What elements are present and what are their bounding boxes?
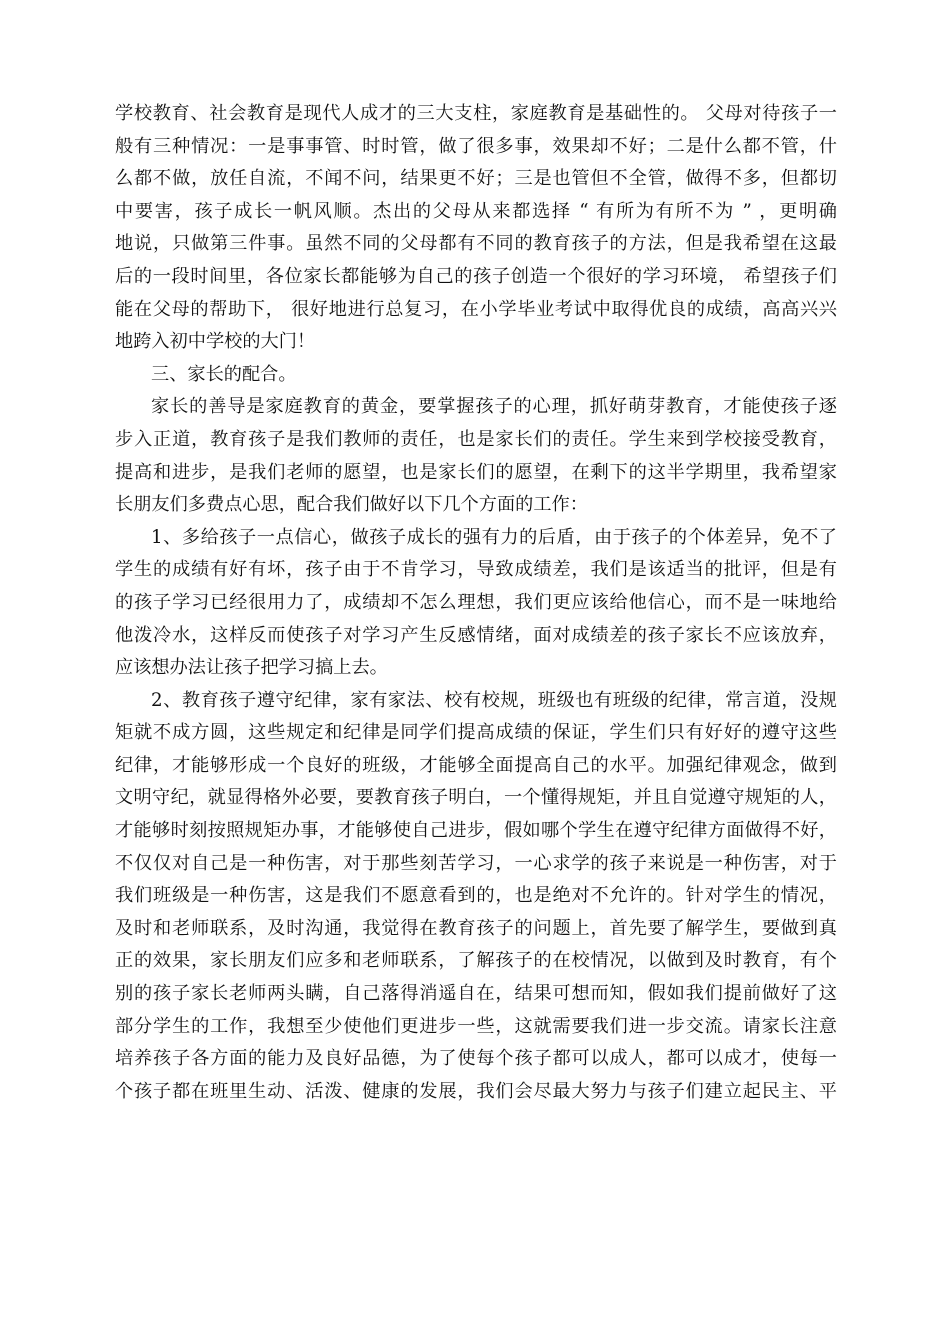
text-line: 的孩子学习已经很用力了，成绩却不怎么理想，我们更应该给他信心，而不是一味地给 [115, 591, 837, 613]
text-line: 文明守纪，就显得格外必要，要教育孩子明白，一个懂得规矩，并且自觉遵守规矩的人， [115, 787, 837, 809]
text-line: 三、家长的配合。 [151, 363, 297, 385]
text-line: 学校教育、社会教育是现代人成才的三大支柱，家庭教育是基础性的。 父母对待孩子一 [115, 103, 837, 124]
text-line: 提高和进步，是我们老师的愿望，也是家长们的愿望，在剩下的这半学期里，我希望家 [115, 461, 837, 483]
section-heading [115, 359, 837, 392]
text-line: 2、教育孩子遵守纪律，家有家法、校有校规，班级也有班级的纪律，常言道，没规 [151, 689, 837, 711]
text-line: 地跨入初中学校的大门！ [115, 331, 316, 353]
text-line: 1、多给孩子一点信心，做孩子成长的强有力的后盾，由于孩子的个体差异，免不了 [151, 526, 837, 548]
text-line: 个孩子都在班里生动、活泼、健康的发展，我们会尽最大努力与孩子们建立起民主、平 [115, 1080, 837, 1102]
text-line: 学生的成绩有好有坏，孩子由于不肯学习，导致成绩差，我们是该适当的批评，但是有 [115, 559, 837, 581]
text-line: 不仅仅对自己是一种伤害，对于那些刻苦学习，一心求学的孩子来说是一种伤害，对于 [115, 852, 837, 874]
text-line: 应该想办法让孩子把学习搞上去。 [115, 657, 388, 679]
text-line: 地说，只做第三件事。虽然不同的父母都有不同的教育孩子的方法，但是我希望在这最 [115, 233, 837, 255]
text-line: 培养孩子各方面的能力及良好品德，为了使每个孩子都可以成人，都可以成才，使每一 [115, 1048, 837, 1070]
text-line: 步入正道，教育孩子是我们教师的责任，也是家长们的责任。学生来到学校接受教育， [115, 428, 837, 450]
text-line: 我们班级是一种伤害，这是我们不愿意看到的，也是绝对不允许的。针对学生的情况， [115, 885, 837, 907]
text-line: 后的一段时间里，各位家长都能够为自己的孩子创造一个很好的学习环境， 希望孩子们 [115, 265, 837, 287]
text-line: 般有三种情况：一是事事管、时时管，做了很多事，效果却不好；二是什么都不管，什 [115, 135, 837, 157]
text-line: 么都不做，放任自流，不闻不问，结果更不好；三是也管但不全管，做得不多，但都切 [115, 168, 837, 190]
text-line: 中要害，孩子成长一帆风顺。杰出的父母从来都选择 “ 有所为有所不为 ” ，更明确 [115, 200, 837, 222]
paragraph [115, 391, 837, 521]
text-line: 长朋友们多费点心思，配合我们做好以下几个方面的工作： [115, 494, 588, 516]
text-line: 及时和老师联系，及时沟通，我觉得在教育孩子的问题上，首先要了解学生，要做到真 [115, 917, 837, 939]
paragraph [115, 685, 837, 1109]
text-line: 纪律，才能够形成一个良好的班级，才能够全面提高自己的水平。加强纪律观念，做到 [115, 754, 837, 776]
document-body [115, 98, 837, 1108]
text-line: 正的效果，家长朋友们应多和老师联系，了解孩子的在校情况，以做到及时教育，有个 [115, 950, 837, 972]
paragraph [115, 98, 837, 359]
paragraph [115, 522, 837, 685]
text-line: 他泼冷水，这样反而使孩子对学习产生反感情绪，面对成绩差的孩子家长不应该放弃， [115, 624, 837, 646]
text-line: 部分学生的工作，我想至少使他们更进步一些，这就需要我们进一步交流。请家长注意 [115, 1015, 837, 1037]
text-line: 矩就不成方圆，这些规定和纪律是同学们提高成绩的保证，学生们只有好好的遵守这些 [115, 722, 837, 744]
text-line: 别的孩子家长老师两头瞒，自己落得消遥自在，结果可想而知，假如我们提前做好了这 [115, 983, 837, 1005]
text-line: 家长的善导是家庭教育的黄金，要掌握孩子的心理，抓好萌芽教育，才能使孩子逐 [151, 396, 837, 418]
text-line: 能在父母的帮助下， 很好地进行总复习，在小学毕业考试中取得优良的成绩，高高兴兴 [115, 298, 837, 320]
text-line: 才能够时刻按照规矩办事，才能够使自己进步，假如哪个学生在遵守纪律方面做得不好， [115, 820, 837, 842]
